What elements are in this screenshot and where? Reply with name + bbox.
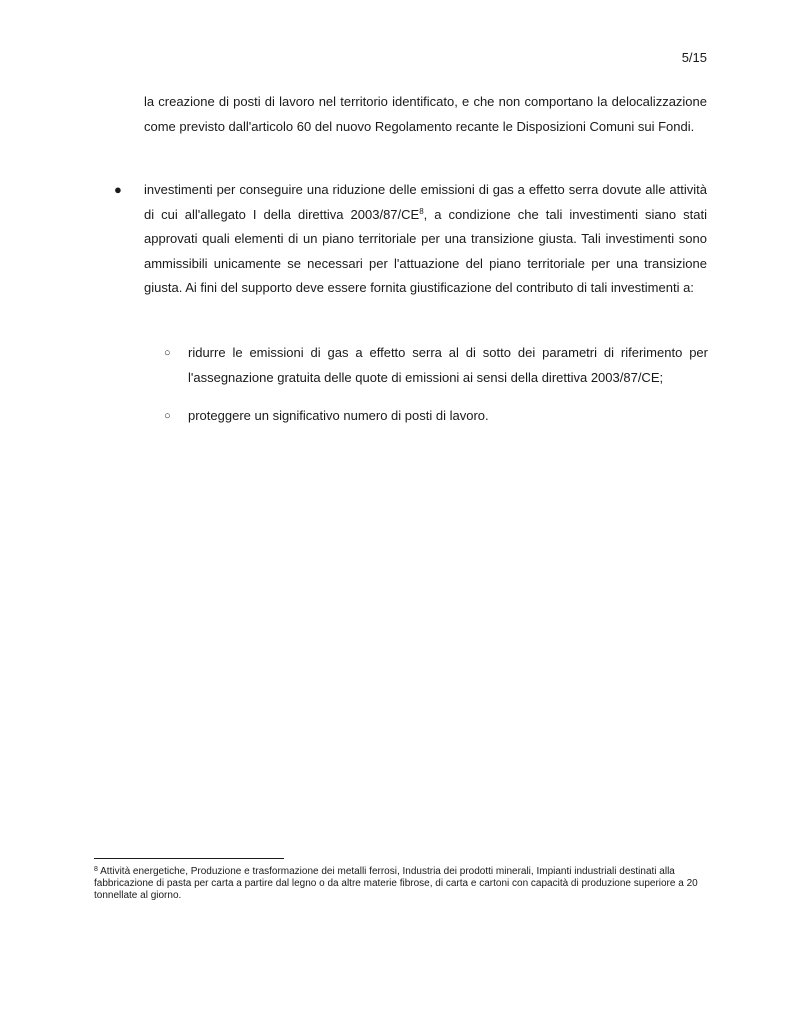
page-number: 5/15: [681, 50, 707, 65]
bullet-marker: ●: [114, 182, 122, 197]
footnote: [94, 866, 714, 902]
bullet-text-part2: , a condizione che tali investimenti siano stati approvati quali elementi di un piano territoriale per una transizione giusta. Tali investimenti sono ammissibili unicamente se necessari per l'attuazione del piano territoriale per una transizione giusta. Ai fini del supporto deve essere fornita giustificazione del contributo di tali investimenti a:: [144, 206, 707, 295]
sub-bullet-marker: ○: [164, 347, 171, 359]
footnote-reference[interactable]: 8: [419, 206, 424, 216]
footnote-text: Attività energetiche, Produzione e trasformazione dei metalli ferrosi, Industria dei prodotti minerali, Impianti industriali destinati alla fabbricazione di pasta per carta a partire dal legno o da altre materie fibrose, di carta e cartoni con capacità di produzione superiore a 20 tonnellate al giorno.: [94, 866, 698, 901]
footnote-separator: [94, 858, 284, 859]
bullet-text-part1: investimenti per conseguire una riduzione delle emissioni di gas a effetto serra dovute alle attività di cui all'allegato I della direttiva 2003/87/CE: [144, 182, 707, 222]
sub-bullet-marker: ○: [164, 410, 171, 422]
footnote-number: 8: [94, 866, 98, 873]
paragraph-continuation: la creazione di posti di lavoro nel territorio identificato, e che non comportano la delocalizzazione come previsto dall'articolo 60 del nuovo Regolamento recante le Disposizioni Comuni sui Fondi.: [144, 94, 707, 134]
sub-item-protect-jobs: proteggere un significativo numero di posti di lavoro.: [188, 408, 489, 423]
bullet-paragraph: [144, 178, 707, 301]
sub-item-reduce-emissions: ridurre le emissioni di gas a effetto serra al di sotto dei parametri di riferimento per l'assegnazione gratuita delle quote di emissioni ai sensi della direttiva 2003/87/CE;: [188, 345, 708, 385]
